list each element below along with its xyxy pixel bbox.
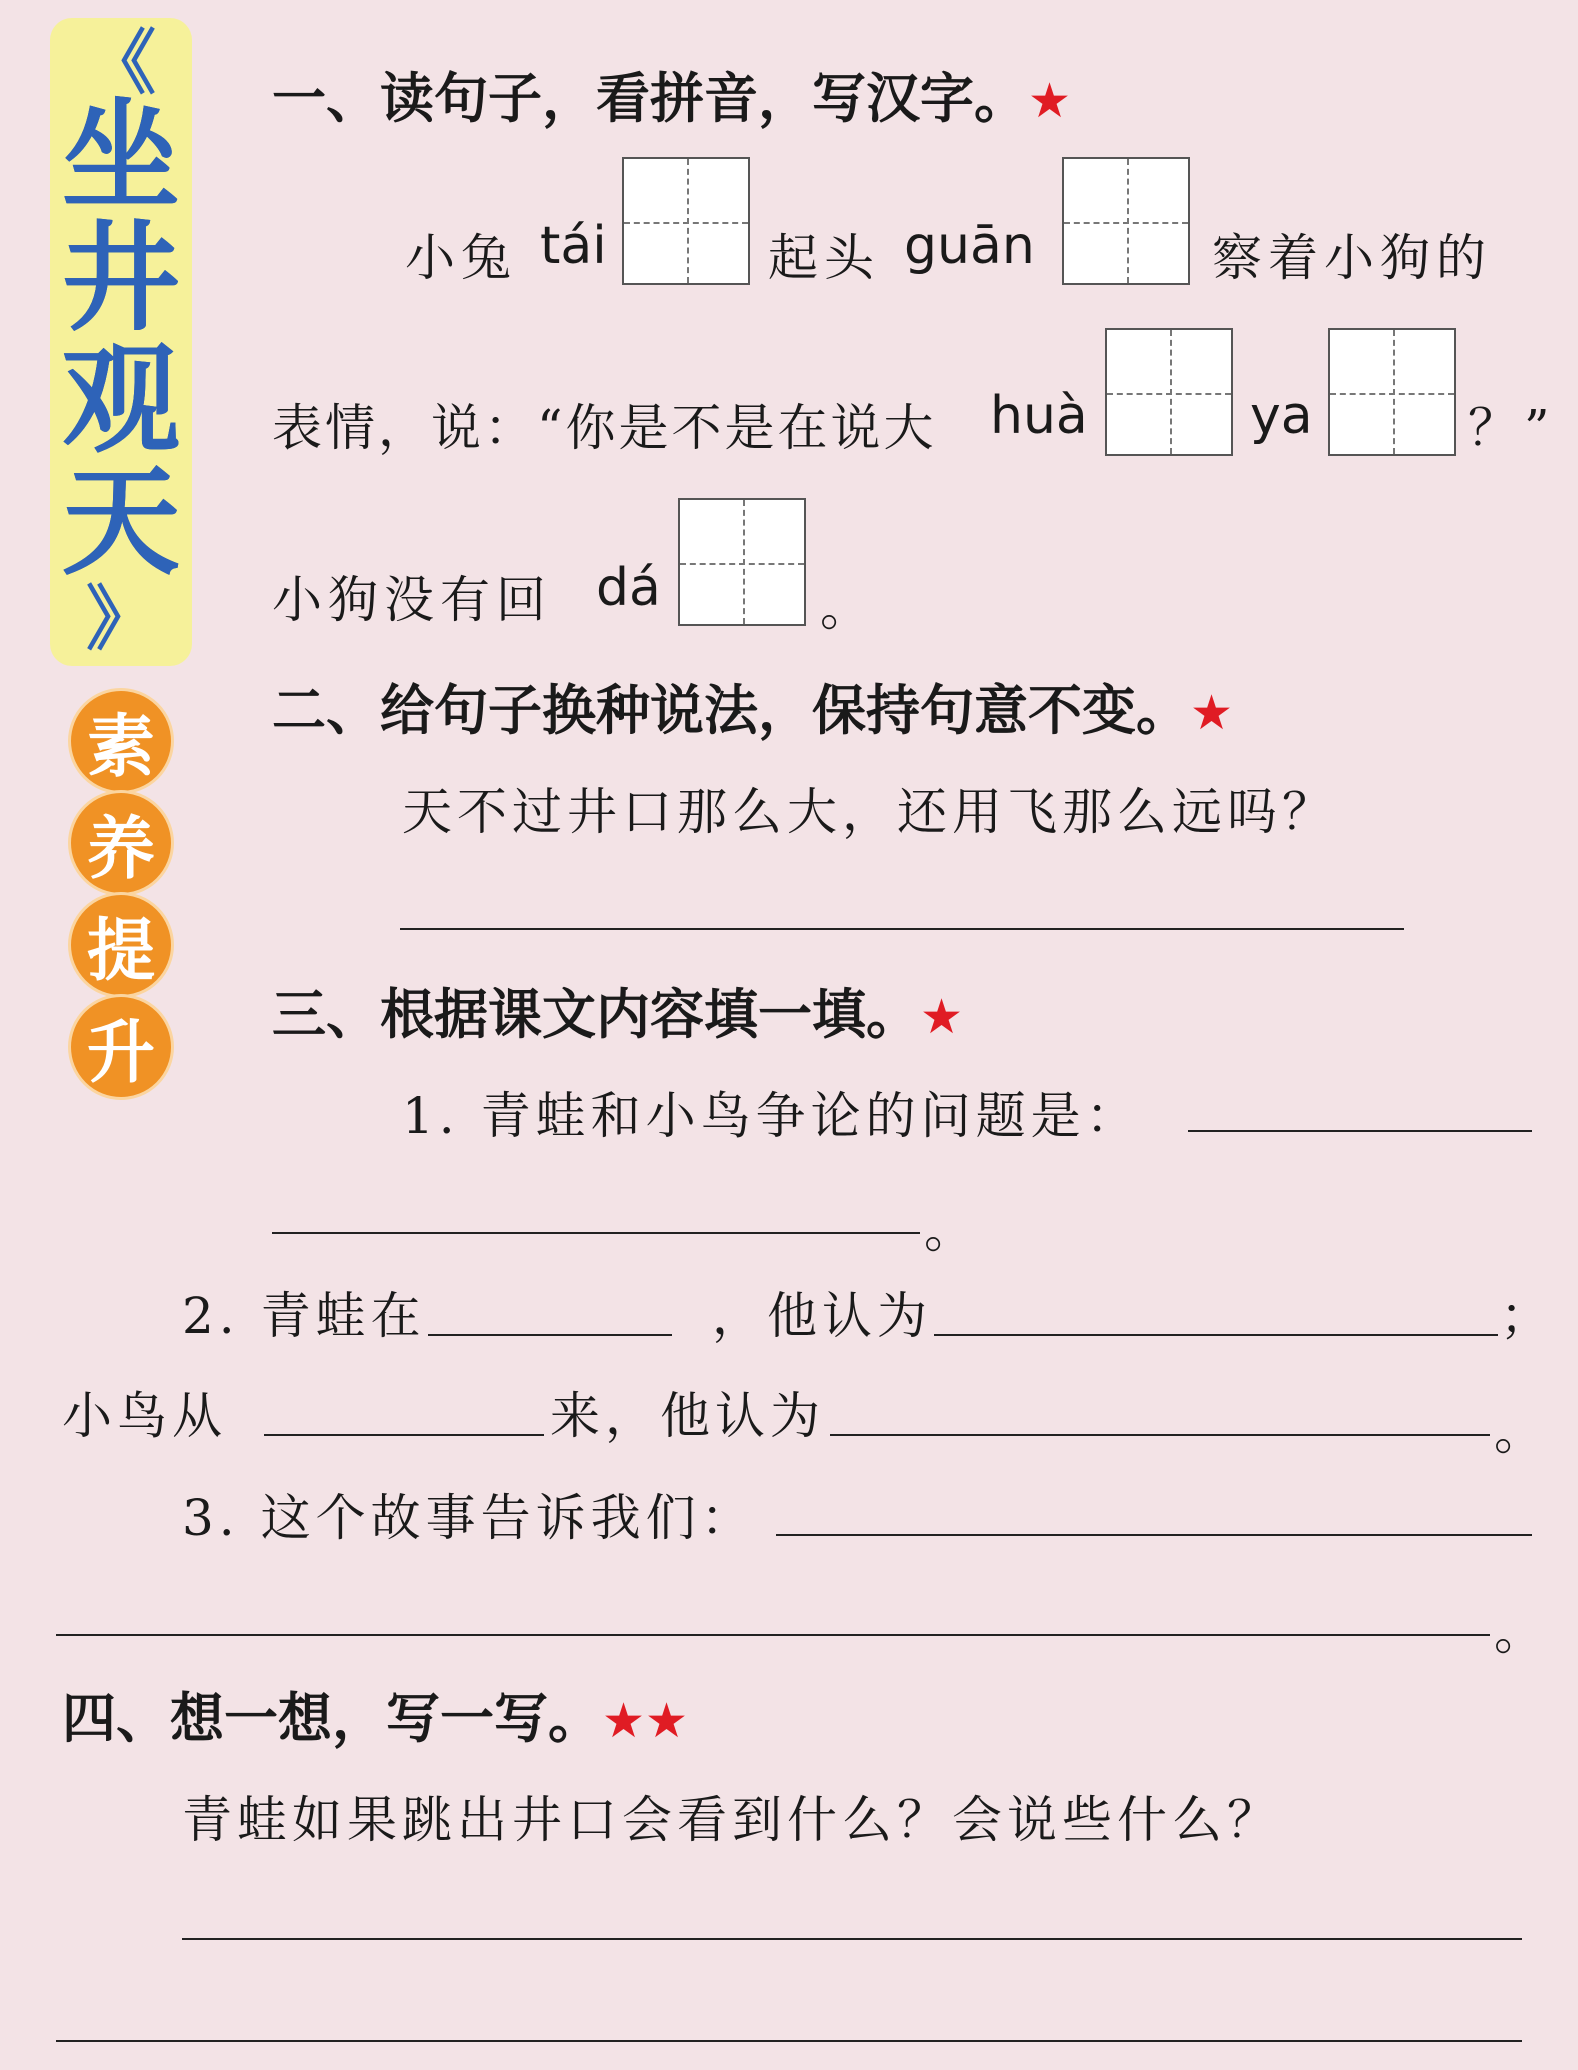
s3-q2-c: 小鸟从 [62,1387,227,1445]
section1-heading [272,56,1071,133]
section3-heading [272,972,963,1049]
pinyin-ya: ya [1250,386,1313,446]
pinyin-hua: huà [990,386,1088,446]
s3-q2-period: 。 [1494,1403,1550,1461]
char-box-tai[interactable] [622,157,750,285]
pinyin-tai: tái [540,216,607,276]
title-open-bracket: 《 [86,22,156,104]
answer-line[interactable] [272,1232,920,1234]
badge-ti: 提 [68,892,174,998]
badge-su: 素 [68,688,174,794]
badge-sheng: 升 [68,994,174,1100]
answer-line[interactable] [264,1434,544,1436]
s1-text-chazhe: 察着小狗的 [1212,229,1492,287]
s1-close-quote: ？” [1468,399,1556,457]
answer-line[interactable] [400,928,1404,930]
s3-q3-period: 。 [1494,1603,1550,1661]
answer-line[interactable] [428,1334,672,1336]
answer-line[interactable] [182,1938,1522,1940]
s2-sentence: 天不过井口那么大，还用飞那么远吗？ [402,783,1337,841]
title-char: 天 [61,453,180,591]
section4-heading-text: 四、想一想，写一写。 [62,1687,602,1750]
s3-q2-semicolon: ； [1500,1287,1556,1345]
section1-heading-text: 一、读句子，看拼音，写汉字。 [272,67,1028,130]
answer-line[interactable] [56,2040,1522,2042]
char-box-guan[interactable] [1062,157,1190,285]
pinyin-guan: guān [904,216,1035,276]
title-close-bracket: 》 [86,578,156,660]
s3-q1: 1. 青蛙和小鸟争论的问题是： [402,1087,1141,1145]
s3-q2-d: 来，他认为 [550,1387,825,1445]
answer-line[interactable] [1188,1130,1532,1132]
s3-q2-b: ，他认为 [712,1287,932,1345]
title-char: 井 [61,209,180,347]
answer-line[interactable] [830,1434,1490,1436]
difficulty-star-icon: ★ [1190,685,1234,741]
s3-q1-period: 。 [924,1201,980,1259]
s1-period: 。 [820,579,876,637]
char-box-hua[interactable] [1105,328,1233,456]
section4-heading [62,1676,688,1753]
answer-line[interactable] [776,1534,1532,1536]
difficulty-star-icon: ★ [920,989,964,1045]
section2-heading-text: 二、给句子换种说法，保持句意不变。 [272,679,1190,742]
answer-line[interactable] [934,1334,1498,1336]
s3-q2-a: 2. 青蛙在 [182,1287,426,1345]
section3-heading-text: 三、根据课文内容填一填。 [272,983,920,1046]
badge-yang: 养 [68,790,174,896]
section2-heading [272,668,1233,745]
lesson-title [50,87,192,591]
s4-question: 青蛙如果跳出井口会看到什么？会说些什么？ [182,1791,1282,1849]
char-box-da[interactable] [678,498,806,626]
answer-line[interactable] [56,1634,1490,1636]
difficulty-star-icon: ★ [1028,73,1072,129]
s1-text-qitou: 起头 [768,229,880,287]
title-char: 观 [61,331,180,469]
difficulty-stars-icon: ★★ [602,1693,689,1749]
s3-q3: 3. 这个故事告诉我们： [182,1489,756,1547]
pinyin-da: dá [596,558,661,618]
s1-text-xiaotu: 小兔 [405,229,517,287]
s1-text-huida: 小狗没有回 [272,571,552,629]
title-char: 坐 [61,87,180,225]
char-box-ya[interactable] [1328,328,1456,456]
s1-text-biaoqing: 表情，说：“你是不是在说大 [272,399,937,457]
